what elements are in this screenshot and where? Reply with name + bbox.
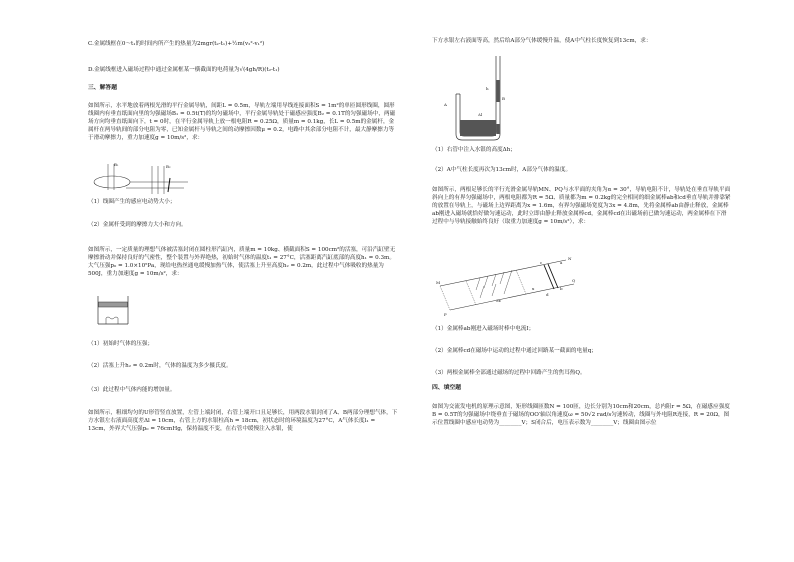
q2-stem: 如图所示，一定质量的理想气体被活塞封闭在圆柱形汽缸内，质量m = 10kg、横截面积S = 100cm²的活塞，可沿汽缸壁无摩擦滑动并保持良好的气密性，整个装置与外界绝热，初始时气体的温度t₁ = 27°C，活塞距离汽缸底部的高度h₁ = 0.3m。大气压强p₀ = 1.0×10⁵Pa，现给电热丝通电缓慢加热气体，使活塞上升至高度h₂ = 0.2m，此过程中气体吸收的热量为500J，重力加速度g = 10m/s²，求： [88, 247, 396, 278]
q3-stem: 如图所示，粗细均匀的U形管竖直放置，左管上端封闭，右管上端开口且足够长，用两段水银封闭了A、B两部分理想气体，下方水银左右液面高度差Δl = 10cm，右管上方的水银柱高h = 18cm，初状态时的环境温度为27°C，A气体长度l₁ = 13cm，外界大气压强p₀ = 76cmHg，保持温度不变，在右管中缓慢注入水银，使 [88, 410, 398, 433]
label-x: x [532, 286, 535, 291]
option-d: D.金属线框进入磁场过程中通过金属框某一横截面的电荷量为√(4gh/R)(t₂-t₁) [88, 67, 280, 73]
field-lower-boundary [466, 281, 476, 305]
label-b-rod: b [560, 286, 563, 291]
section-heading-3: 三、解答题 [88, 85, 117, 91]
option-c: C.金属线框在0～t₁的时间内所产生的热量为2mgr(t₂-t₁)+½m(v₂²-v₁²) [88, 41, 265, 47]
lower-edge [440, 286, 450, 310]
label-a-rod: a [560, 260, 563, 265]
q4-stem: 如图所示，两根足够长的平行光滑金属导轨MN、PQ与水平面的夹角为α = 30°，导轨电阻不计，导轨处在垂直导轨平面斜向上的有界匀强磁场中，两根电阻都为R = 5Ω、质量都为m = 0.2kg的完全相同的细金属棒ab和cd垂直导轨并排靠紧的放置在导轨上，与磁场上边界距离为x = 1.6m，有界匀强磁场宽度为3x = 4.8m，先将金属棒ab由静止释放，金属棒ab刚进入磁场就恰好做匀速运动，此时立即由静止释放金属棒cd，金属棒cd在出磁场前已做匀速运动，两金属棒在下滑过程中与导轨接触始终良好（取重力加速度g = 10m/s²），求： [432, 187, 731, 226]
heater-wire [106, 317, 118, 324]
label-b: B [502, 96, 505, 101]
q1-part-1: （1）线圈产生的感应电动势大小； [88, 199, 176, 205]
q1-stem: 如图所示，水平地放着两根光滑的平行金属导轨，间距L = 0.5m，导轨左端用导线连接面积S = 1m²的单匝圆形线圈，圆形线圈内有垂直纸面向里的匀强磁场B₁ = 0.5t(T)的均匀磁场中，平行金属导轨处于磁感应强度B₂ = 0.1T的匀强磁场中，两磁场方向均垂直纸面向下，t = 0时，在平行金属导轨上放一根电阻R = 0.25Ω，质量m = 0.1kg，长L = 0.5m的金属杆，金属杆在两导轨间的部分电阻为零，已知金属杆与导轨之间的动摩擦因数μ = 0.2，电路中其余部分电阻不计，最大静摩擦力等于滑动摩擦力，重力加速度g = 10m/s²，求： [88, 103, 396, 142]
q2-part-1: （1）初始时气体的压强； [88, 341, 154, 347]
q4-part-1: （1）金属棒ab刚进入磁场时棒中电流I； [432, 326, 535, 332]
label-a: A [444, 102, 447, 107]
section-heading-4: 四、填空题 [432, 385, 461, 391]
metal-rod [168, 178, 170, 192]
rod-cd [544, 265, 554, 289]
label-m: M [436, 280, 441, 285]
mercury-right [496, 124, 499, 134]
label-h: h [486, 86, 489, 91]
rod-ab [548, 264, 558, 288]
coil-ellipse [94, 176, 130, 188]
label-q: Q [572, 278, 576, 283]
u-tube-figure [438, 54, 508, 142]
label-n: N [568, 256, 572, 261]
piston [99, 302, 128, 307]
q2-cylinder-figure [96, 294, 132, 330]
rail-pq [450, 284, 574, 310]
lower-mercury [460, 120, 496, 136]
field-upper-boundary [516, 270, 526, 294]
q4-part-3: （3）两根金属棒全部通过磁场的过程中回路产生的焦耳热Q。 [432, 370, 586, 376]
q2-part-3: （3）此过程中气体内能的增加量。 [88, 387, 176, 393]
upper-mercury [496, 80, 499, 102]
q3-part-1: （1）右管中注入水银的高度Δh； [432, 147, 516, 153]
q4-part-2: （2）金属棒cd在磁场中运动的过程中通过回路某一截面的电量q； [432, 348, 597, 354]
label-d-rod: d [546, 292, 549, 297]
q1-part-2: （2）金属杆受到的摩擦力大小和方向。 [88, 222, 187, 228]
field-arrows [476, 270, 512, 298]
b2-label: B₂ [166, 164, 171, 169]
b1-label: B₁ [114, 162, 119, 167]
label-delta-l: Δl [478, 112, 483, 117]
q3-part-2: （2）A中气柱长度再次为13cm时，A部分气体的温度。 [432, 167, 572, 173]
label-c-rod: c [540, 260, 543, 265]
q2-part-2: （2）活塞上升h₂ = 0.2m时，气体的温度为多少摄氏度。 [88, 363, 232, 369]
q3-continuation: 下方水银左右液面等高，然后给A部分气体缓慢升温，使A中气柱长度恢复到13cm，求： [432, 38, 652, 44]
q1-figure [92, 160, 192, 200]
q5-stem: 如图为交流发电机的原理示意图，矩形线圈匝数N = 100匝，边长分别为10cm和20cm，总内阻r = 5Ω，在磁感应强度B = 0.5T的匀强磁场中绕垂直于磁场的OO′轴以角速度ω = 50√2 rad/s匀速转动，线圈与外电阻R连接，R = 20Ω，图示位置线圈中感应电动势为________V；S闭合后，电压表示数为________V；线圈由图示位 [432, 404, 730, 427]
label-p: P [444, 312, 447, 317]
label-3x: 3x [496, 298, 501, 303]
incline-rails-figure [436, 256, 576, 320]
